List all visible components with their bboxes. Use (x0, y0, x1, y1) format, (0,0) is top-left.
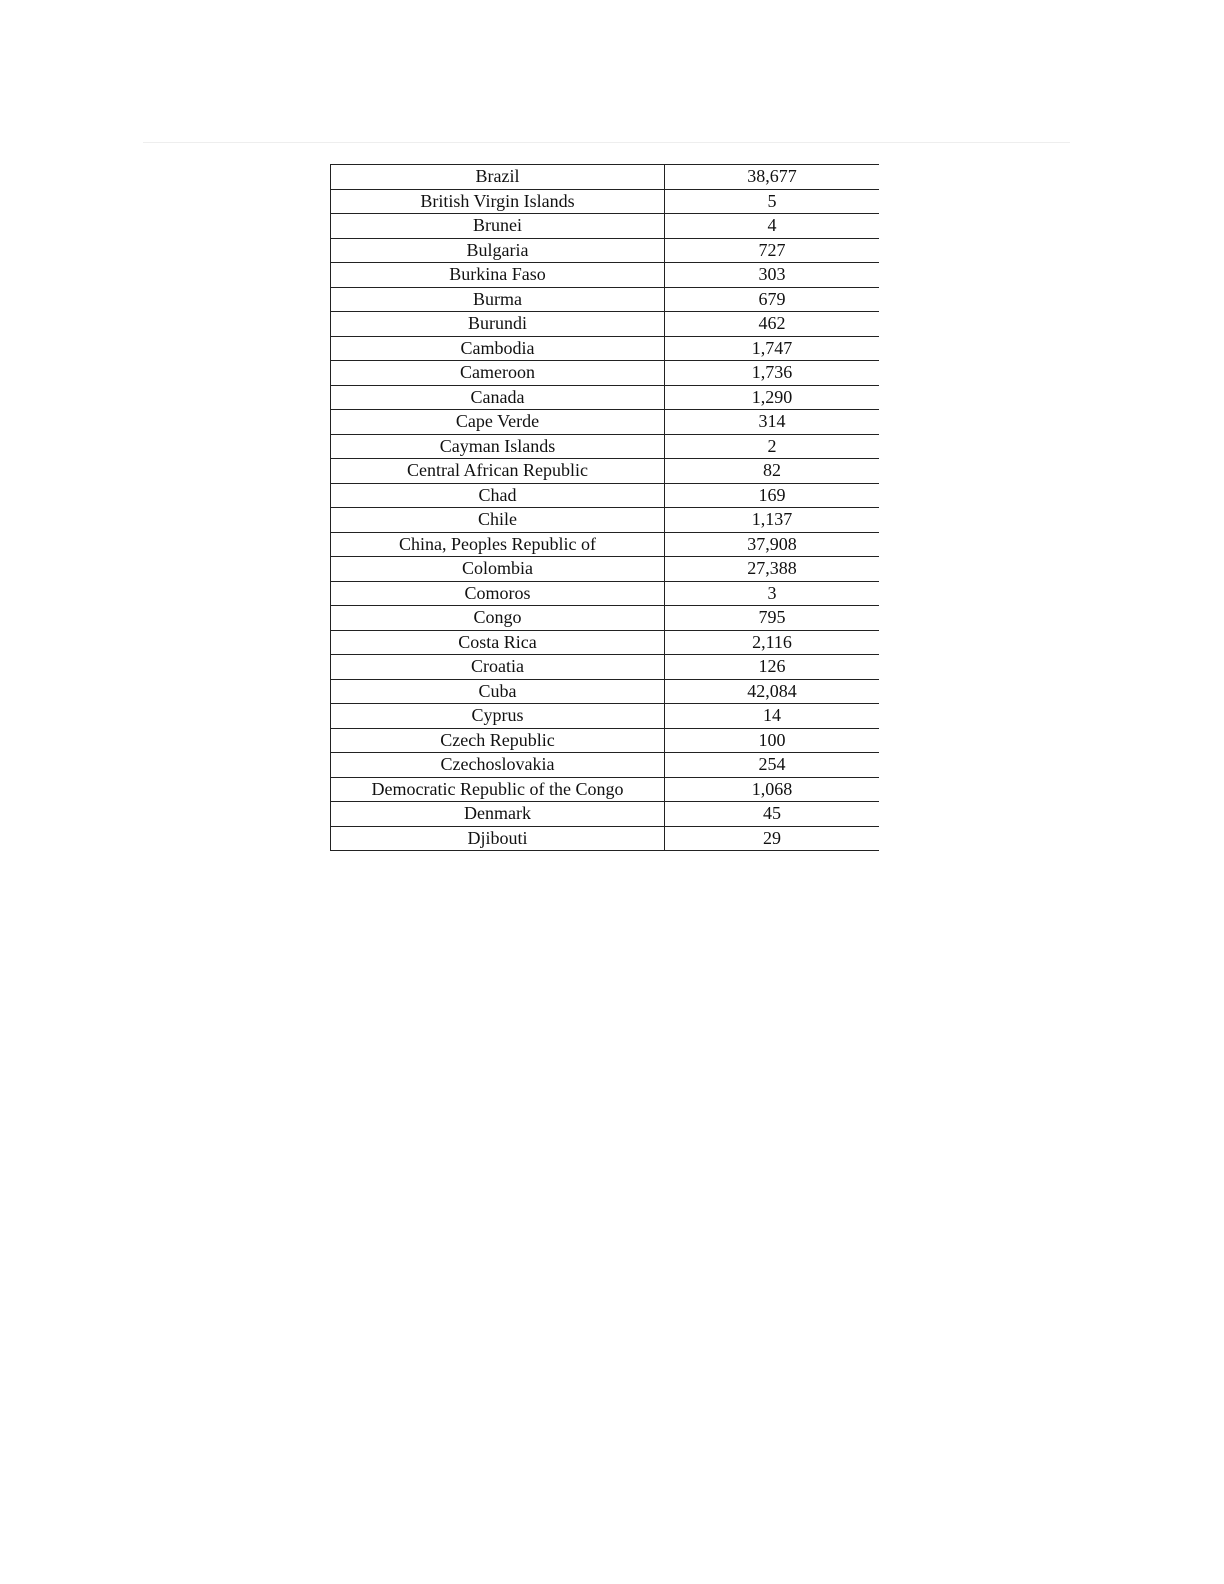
value-cell: 126 (665, 655, 880, 680)
value-cell: 303 (665, 263, 880, 288)
country-cell: Cambodia (331, 336, 665, 361)
value-cell: 2,116 (665, 630, 880, 655)
table-row (331, 802, 880, 827)
country-table-body (331, 165, 880, 851)
table-row (331, 679, 880, 704)
table-row (331, 238, 880, 263)
country-cell: Burundi (331, 312, 665, 337)
country-cell: Czechoslovakia (331, 753, 665, 778)
country-cell: Brazil (331, 165, 665, 190)
table-row (331, 336, 880, 361)
table-row (331, 165, 880, 190)
table-row (331, 606, 880, 631)
table-row (331, 557, 880, 582)
value-cell: 29 (665, 826, 880, 851)
country-cell: Cuba (331, 679, 665, 704)
table-row (331, 630, 880, 655)
country-cell: British Virgin Islands (331, 189, 665, 214)
country-cell: Democratic Republic of the Congo (331, 777, 665, 802)
country-table (330, 164, 879, 851)
value-cell: 314 (665, 410, 880, 435)
table-row (331, 508, 880, 533)
table-row (331, 459, 880, 484)
page-header-rule (143, 142, 1070, 143)
table-row (331, 214, 880, 239)
country-cell: Cyprus (331, 704, 665, 729)
country-cell: Brunei (331, 214, 665, 239)
value-cell: 1,290 (665, 385, 880, 410)
table-row (331, 434, 880, 459)
table-row (331, 728, 880, 753)
country-cell: Comoros (331, 581, 665, 606)
country-cell: Djibouti (331, 826, 665, 851)
country-cell: Central African Republic (331, 459, 665, 484)
value-cell: 2 (665, 434, 880, 459)
table-row (331, 263, 880, 288)
value-cell: 1,068 (665, 777, 880, 802)
country-cell: Colombia (331, 557, 665, 582)
country-cell: Canada (331, 385, 665, 410)
value-cell: 1,736 (665, 361, 880, 386)
country-cell: Croatia (331, 655, 665, 680)
value-cell: 3 (665, 581, 880, 606)
table-row (331, 312, 880, 337)
country-table-container (330, 164, 879, 860)
country-cell: Costa Rica (331, 630, 665, 655)
value-cell: 1,747 (665, 336, 880, 361)
value-cell: 254 (665, 753, 880, 778)
table-row (331, 410, 880, 435)
table-row (331, 826, 880, 851)
value-cell: 42,084 (665, 679, 880, 704)
country-cell: Congo (331, 606, 665, 631)
table-row (331, 581, 880, 606)
value-cell: 4 (665, 214, 880, 239)
country-cell: China, Peoples Republic of (331, 532, 665, 557)
country-cell: Denmark (331, 802, 665, 827)
table-row (331, 483, 880, 508)
value-cell: 14 (665, 704, 880, 729)
table-row (331, 287, 880, 312)
value-cell: 169 (665, 483, 880, 508)
value-cell: 679 (665, 287, 880, 312)
value-cell: 795 (665, 606, 880, 631)
value-cell: 1,137 (665, 508, 880, 533)
table-row (331, 777, 880, 802)
value-cell: 37,908 (665, 532, 880, 557)
table-row (331, 361, 880, 386)
table-row (331, 532, 880, 557)
value-cell: 462 (665, 312, 880, 337)
country-cell: Czech Republic (331, 728, 665, 753)
value-cell: 38,677 (665, 165, 880, 190)
table-row (331, 753, 880, 778)
table-row (331, 189, 880, 214)
value-cell: 727 (665, 238, 880, 263)
country-cell: Bulgaria (331, 238, 665, 263)
country-cell: Cameroon (331, 361, 665, 386)
value-cell: 27,388 (665, 557, 880, 582)
country-cell: Chile (331, 508, 665, 533)
table-row (331, 385, 880, 410)
value-cell: 45 (665, 802, 880, 827)
value-cell: 100 (665, 728, 880, 753)
value-cell: 82 (665, 459, 880, 484)
table-row (331, 704, 880, 729)
country-cell: Cape Verde (331, 410, 665, 435)
country-cell: Burma (331, 287, 665, 312)
country-cell: Burkina Faso (331, 263, 665, 288)
country-cell: Chad (331, 483, 665, 508)
country-cell: Cayman Islands (331, 434, 665, 459)
table-row (331, 655, 880, 680)
value-cell: 5 (665, 189, 880, 214)
